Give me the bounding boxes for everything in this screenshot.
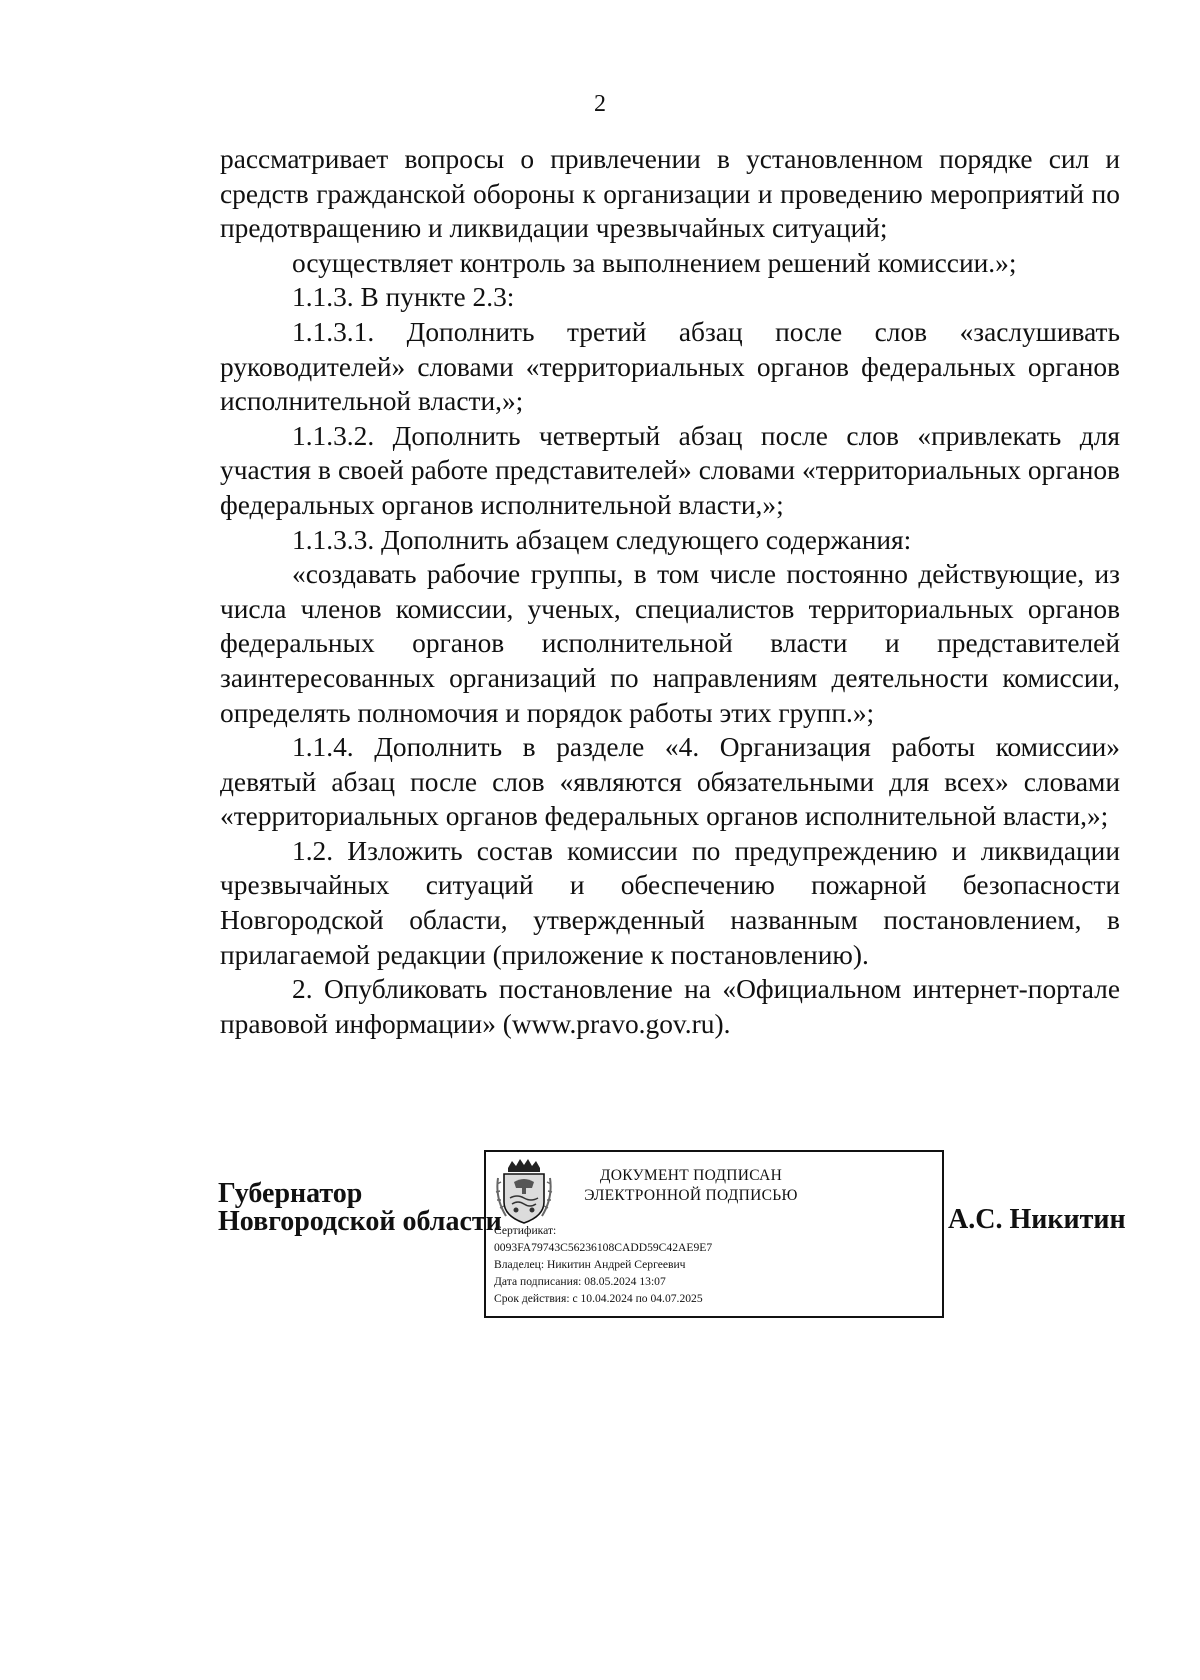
certificate-details [494, 1222, 712, 1307]
paragraph: 1.2. Изложить состав комиссии по предупреждению и ликвидации чрезвычайных ситуаций и обеспечению пожарной безопасности Новгородской области, утвержденный названным постановлением, в прилагаемой редакции (приложение к постановлению). [220, 835, 1120, 970]
signatory-title-line: Губернатор [218, 1178, 363, 1209]
paragraph: осуществляет контроль за выполнением решений комиссии.»; [292, 247, 1017, 278]
document-body [220, 142, 1120, 1041]
paragraph: 1.1.4. Дополнить в разделе «4. Организация работы комиссии» девятый абзац после слов «являются обязательными для всех» словами «территориальных органов федеральных органов исполнительной власти,»; [220, 732, 1120, 832]
paragraph: 1.1.3.3. Дополнить абзацем следующего содержания: [292, 524, 912, 555]
paragraph: рассматривает вопросы о привлечении в установленном порядке сил и средств гражданской обороны к организации и проведению мероприятий по предотвращению и ликвидации чрезвычайных ситуаций; [220, 144, 1120, 244]
electronic-signature-stamp [484, 1150, 944, 1318]
signatory-name: А.С. Никитин [948, 1204, 1126, 1235]
page-number: 2 [594, 91, 606, 117]
paragraph: 1.1.3.2. Дополнить четвертый абзац после слов «привлекать для участия в своей работе представителей» словами «территориальных органов федеральных органов исполнительной власти,»; [220, 420, 1120, 520]
certificate-label: Сертификат: [494, 1224, 557, 1237]
stamp-heading-line: ДОКУМЕНТ ПОДПИСАН [599, 1167, 783, 1184]
stamp-heading [566, 1166, 816, 1206]
signing-date: Дата подписания: 08.05.2024 13:07 [494, 1275, 666, 1288]
signatory-title [218, 1180, 502, 1236]
certificate-validity: Срок действия: с 10.04.2024 по 04.07.2025 [494, 1292, 703, 1305]
paragraph: «создавать рабочие группы, в том числе постоянно действующие, из числа членов комиссии, ученых, специалистов территориальных органов федеральных органов исполнительной власти и представителей заинтересованных организаций по направлениям деятельности комиссии, определять полномочия и порядок работы этих групп.»; [220, 559, 1120, 728]
paragraph: 1.1.3.1. Дополнить третий абзац после слов «заслушивать руководителей» словами «территориальных органов федеральных органов исполнительной власти,»; [220, 316, 1120, 417]
paragraph: 2. Опубликовать постановление на «Официальном интернет-портале правовой информации» (www.pravo.gov.ru). [220, 974, 1120, 1039]
certificate-serial: 0093FA79743C56236108CADD59C42AE9E7 [494, 1241, 713, 1254]
novgorod-coat-of-arms-icon [494, 1158, 554, 1226]
stamp-heading-line: ЭЛЕКТРОННОЙ ПОДПИСЬЮ [584, 1187, 798, 1204]
certificate-owner: Владелец: Никитин Андрей Сергеевич [494, 1258, 686, 1271]
signatory-title-line: Новгородской области [218, 1206, 502, 1237]
paragraph: 1.1.3. В пункте 2.3: [292, 282, 515, 313]
